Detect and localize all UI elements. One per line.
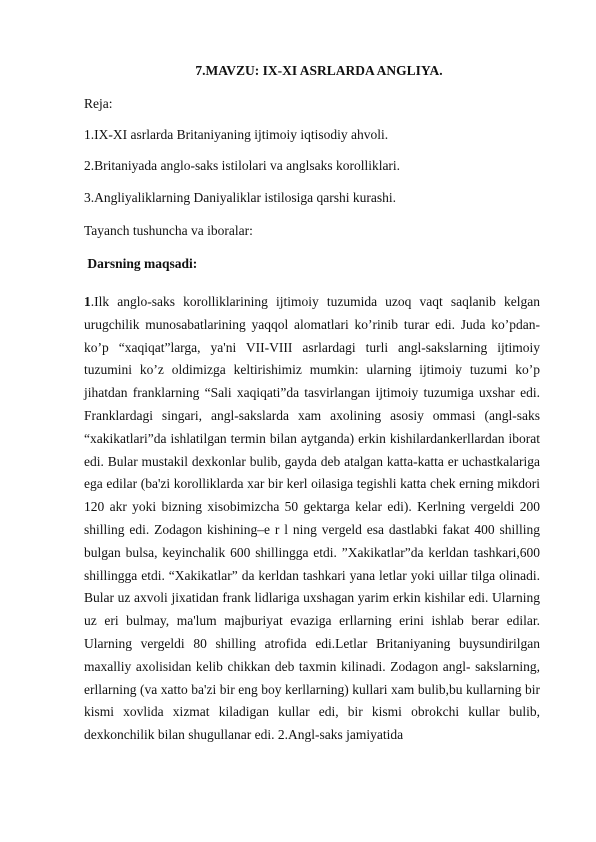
paragraph-number: 1: [84, 294, 91, 309]
plan-label: Reja:: [84, 96, 113, 111]
plan-item-2: 2.Britaniyada anglo-saks istilolari va anglsaks korolliklari.: [84, 158, 401, 173]
document-title: 7.MAVZU: IX-XI ASRLARDA ANGLIYA.: [195, 63, 443, 78]
paragraph-text: .Ilk anglo-saks korolliklarining ijtimoiy tuzumida uzoq vaqt saqlanib kelgan urugchilik munosabatlarining yaqqol alomatlari ko’rinib turar edi. Juda ko’pdan-ko’p “xaqiqat”larga, ya'ni VII-VIII asrlardagi turli angl-sakslarning ijtimoiy tuzumini ko’z oldimizga keltirishimiz mumkin: ularning ijtimoiy tuzumi ko’p jihatdan franklarning “Sali xaqiqati”da tasvirlangan ijtimoiy tuzumiga uxshar edi. Franklardagi singari, angl-sakslarda xam axolining asosiy ommasi (angl-saks “xakikatlari”da ishlatilgan termin bilan aytganda) erkin kishilardankerllardan iborat edi. Bular mustakil dexkonlar bulib, gayda deb atalgan katta-katta er uchastkalariga ega edilar (ba'zi korolliklarda xar bir kerl oilasiga tegishli katta chek erning mikdori 120 akr yoki bizning xisobimizcha 50 gektarga kelar edi). Kerlning vergeldi 200 shilling edi. Zodagon kishining–e r l ning vergeld esa dastlabki fakat 400 shilling bulgan bulsa, keyinchalik 600 shillingga etdi. ”Xakikatlar”da kerldan tashkari,600 shillingga etdi. “Xakikatlar” da kerldan tashkari yana letlar yoki uillar tilga olinadi. Bular uz axvoli jixatidan frank lidlariga uxshagan yarim erkin kishilar edi. Ularning uz eri bulmay, ma'lum majburiyat evaziga erllarning erini ishlab berar edilar. Ularning vergeldi 80 shilling atrofida edi.Letlar Britaniyaning buysundirilgan maxalliy axolisidan kelib chikkan deb taxmin kilinadi. Zodagon angl- sakslarning, erllarning (va xatto ba'zi bir eng boy kerllarning) kullari xam bulib,bu kullarning bir kismi xovlida xizmat kiladigan kullar edi, bir kismi obrokchi kullar bulib, dexkonchilik bilan shugullanar edi. 2.Angl-saks jamiyatida: [84, 294, 540, 743]
key-terms-label: Tayanch tushuncha va iboralar:: [84, 223, 253, 238]
plan-item-1: 1.IX-XI asrlarda Britaniyaning ijtimoiy iqtisodiy ahvoli.: [84, 127, 389, 142]
goal-label: Darsning maqsadi:: [84, 256, 198, 271]
plan-item-3: 3.Angliyaliklarning Daniyaliklar istilosiga qarshi kurashi.: [84, 190, 396, 205]
body-paragraph: [84, 291, 540, 747]
